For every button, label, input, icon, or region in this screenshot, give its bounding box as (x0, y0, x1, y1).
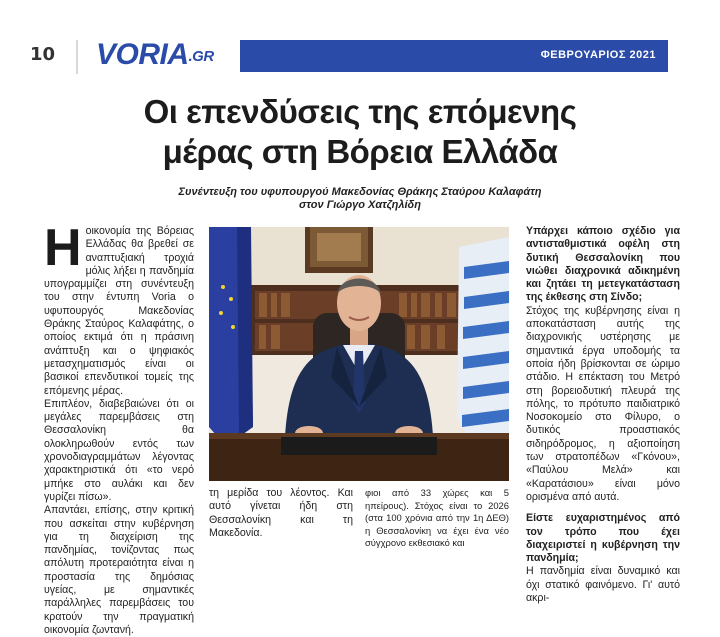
right-column (526, 225, 680, 605)
question-1: Υπάρχει κάποιο σχέδιο για αντισταθμιστικά οφέλη στη δυτική Θεσσαλονίκη που νιώθει διαχρονικά αδικημένη και ζητάει τη μετεγκατάσταση της έκθεσης στη Σίνδο; (526, 225, 680, 304)
answer-2: Η πανδημία είναι δυναμικό και όχι στατικό φαινόμενο. Γι' αυτό ακρι- (526, 565, 680, 605)
issue-date: ΦΕΒΡΟΥΑΡΙΟΣ 2021 (540, 49, 656, 61)
byline-line-1: Συνέντευξη του υφυπουργού Μακεδονίας Θράκης Σταύρου Καλαφάτη (178, 186, 542, 198)
photo-illustration (209, 227, 509, 481)
voria-logo (96, 38, 214, 72)
middle-column-1 (209, 487, 353, 540)
mid-col-2-text: φιοι από 33 χώρες και 5 ηπείρους). Στόχος είναι το 2026 (στα 100 χρόνια από την 1η ΔΕΘ) η Θεσσαλονίκη να έχει ένα νέο σύγχρονο εκθεσιακό και (365, 487, 509, 548)
left-paragraph-2: Επιπλέον, διαβεβαιώνει ότι οι μεγάλες παρεμβάσεις στη Θεσσαλονίκη θα ολοκληρωθούν εντός των χρονοδιαγραμμάτων λέγοντας χαρακτηριστικά ότι «το νερό μπήκε στο αυλάκι και δεν γυρίζει πίσω». (44, 397, 194, 503)
interview-photo (209, 227, 509, 481)
page-header (0, 0, 720, 86)
mid-col-1-text: τη μερίδα του λέοντος. Και αυτό γίνεται ήδη στη Θεσσαλονίκη και τη Μακεδονία. (209, 487, 353, 539)
answer-1: Στόχος της κυβέρνησης είναι η αποκατάσταση αυτής της διαχρονικής υστέρησης με σημαντικά έργα υποδομής τα οποία ήδη βρίσκονται σε ώριμο στάδιο. Η επέκταση του Μετρό στη βορειοδυτική πλευρά της πόλης, το πρότυπο παιδιατρικό Νοσοκομείο στο Φίλυρο, ο δυτικός προαστιακός σιδηρόδρομος, η αξιοποίηση των στρατοπέδων «Γκόνου», «Παύλου Μελά» και «Καρατάσιου» είναι μόνο ορισμένα από αυτά. (526, 304, 680, 503)
dropcap: Η (44, 219, 82, 277)
article-headline (0, 92, 720, 172)
header-divider (76, 40, 78, 74)
byline-line-2: στον Γιώργο Χατζηλίδη (299, 199, 421, 211)
article-byline (0, 186, 720, 212)
left-paragraph-3: Απαντάει, επίσης, στην κριτική που ασκείται στην κυβέρνηση για τη διαχείριση της πανδημίας, τονίζοντας πως απόλυτη προτεραιότητα είναι η προστασία της δημόσιας υγείας, με σημαντικές παράλληλες παρεμβάσεις του κρατούν την πραγματική οικονομία ζωντανή. (44, 504, 194, 636)
headline-line-2: μέρας στη Βόρεια Ελλάδα (162, 133, 558, 170)
date-bar (240, 40, 668, 72)
middle-column-2 (365, 487, 509, 550)
question-2: Είστε ευχαριστημένος από τον τρόπο που έχει διαχειριστεί η κυβέρνηση την πανδημία; (526, 512, 680, 565)
headline-line-1: Οι επενδύσεις της επόμενης (143, 93, 577, 130)
left-column (44, 219, 194, 637)
logo-main: VORIA (96, 38, 189, 71)
logo-suffix: .GR (188, 48, 214, 65)
left-paragraph-1: οικονομία της Βόρειας Ελλάδας θα βρεθεί σε αναπτυξιακή τροχιά μόλις λήξει η πανδημία υπογραμμίζει στη συνέντευξη του στην έντυπη Voria ο υφυπουργός Μακεδονίας Θράκης Σταύρος Καλαφάτης, ο οποίος εκτιμά ότι η πράσινη ανάπτυξη και ο ψηφιακός μετασχηματισμός είναι οι βασικοί επενδυτικοί τομείς της επόμενης μέρας. (44, 225, 194, 397)
page-number: 10 (30, 44, 56, 65)
